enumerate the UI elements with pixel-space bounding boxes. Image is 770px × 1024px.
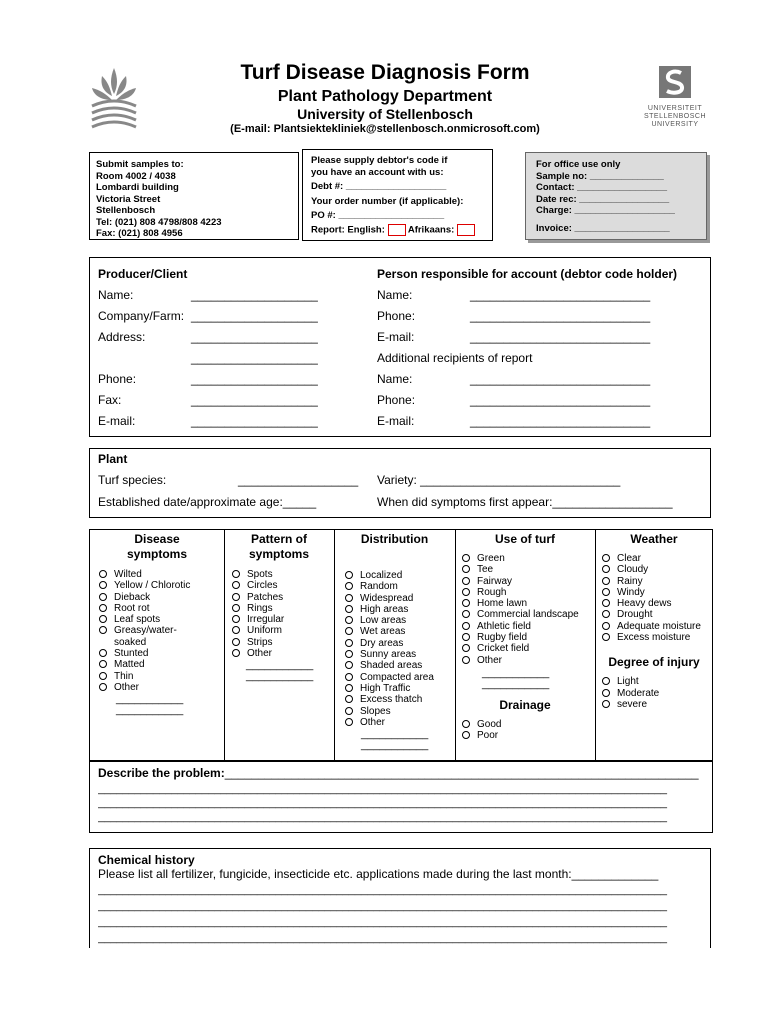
- use-other-field[interactable]: ___________: [482, 666, 550, 679]
- submit-address-box: Submit samples to: Room 4002 / 4038 Lombardi building Victoria Street Stellenbosch Tel: (021) 808 4798/808 4223 Fax: (021) 808 4956: [89, 152, 299, 240]
- describe-line[interactable]: _____________________________________________________________________________________________: [98, 798, 667, 809]
- describe-field[interactable]: _______________________________________________________________________: [224, 766, 699, 780]
- weather-option[interactable]: Adequate moisture: [599, 621, 713, 632]
- distribution-other-field[interactable]: ___________: [361, 728, 429, 741]
- use-of-turf-column: Use of turf Green Tee Fairway Rough Home lawn Commercial landscape Athletic field Rugby field Cricket field Other ___________ ___________ Drainage Good Poor: [455, 532, 595, 742]
- pattern-option[interactable]: Strips: [229, 637, 334, 648]
- recipient-name-field[interactable]: ___________________________: [470, 372, 651, 386]
- disease-other-field-2[interactable]: ___________: [116, 704, 184, 717]
- use-option[interactable]: Athletic field: [459, 621, 595, 632]
- plant-section: Plant Turf species: __________________ Variety: ______________________________ Established date/approximate age:_____ When did symptoms first appear:__________________: [89, 448, 711, 518]
- debt-field[interactable]: Debt #: ___________________: [311, 181, 447, 193]
- distribution-option[interactable]: Low areas: [342, 615, 455, 626]
- use-option[interactable]: Rough: [459, 587, 595, 598]
- disease-option[interactable]: Greasy/water-: [96, 625, 224, 636]
- weather-option[interactable]: Cloudy: [599, 564, 713, 575]
- contact-email: (E-mail: Plantsiektekliniek@stellenbosch.onmicrosoft.com): [230, 123, 540, 135]
- responsible-name-field[interactable]: ___________________________: [470, 288, 651, 302]
- report-language: Report: English: Afrikaans:: [311, 224, 484, 236]
- recipient-phone-field[interactable]: ___________________________: [470, 393, 651, 407]
- disease-option[interactable]: Root rot: [96, 603, 224, 614]
- disease-option-continuation: soaked: [114, 636, 147, 648]
- weather-option[interactable]: Rainy: [599, 576, 713, 587]
- pattern-option[interactable]: Other: [229, 648, 334, 659]
- form-title: Turf Disease Diagnosis Form: [240, 61, 530, 84]
- responsible-heading: Person responsible for account (debtor code holder): [377, 267, 678, 281]
- plant-heading: Plant: [98, 452, 128, 466]
- use-other-field-2[interactable]: ___________: [482, 677, 550, 690]
- distribution-option[interactable]: Dry areas: [342, 638, 455, 649]
- distribution-option[interactable]: Random: [342, 581, 455, 592]
- pattern-option[interactable]: Irregular: [229, 614, 334, 625]
- chemical-prompt: Please list all fertilizer, fungicide, insecticide etc. applications made during the last month:: [98, 867, 572, 881]
- chemical-field[interactable]: _____________: [571, 867, 659, 881]
- describe-section: [89, 761, 713, 833]
- pattern-other-field[interactable]: ___________: [246, 659, 314, 672]
- office-use-box: For office use only Sample no: ______________ Contact: _________________ Date rec: _________________ Charge: ___________________ Invoice: __________________: [525, 152, 707, 240]
- distribution-option[interactable]: Shaded areas: [342, 660, 455, 671]
- use-option[interactable]: Green: [459, 553, 595, 564]
- pattern-option[interactable]: Circles: [229, 580, 334, 591]
- producer-email-field[interactable]: ___________________: [191, 414, 318, 428]
- distribution-option[interactable]: Other: [342, 717, 455, 728]
- use-option[interactable]: Other: [459, 655, 595, 666]
- producer-fax-field[interactable]: ___________________: [191, 393, 318, 407]
- responsible-email-field[interactable]: ___________________________: [470, 330, 651, 344]
- recipient-email-field[interactable]: ___________________________: [470, 414, 651, 428]
- chemical-history-section: [89, 848, 711, 948]
- pattern-column: Pattern of symptoms Spots Circles Patches Rings Irregular Uniform Strips Other ___________ ___________: [224, 532, 334, 682]
- disease-option[interactable]: Leaf spots: [96, 614, 224, 625]
- afrikaans-checkbox[interactable]: [457, 224, 475, 236]
- symptoms-first-field[interactable]: When did symptoms first appear:__________________: [377, 495, 673, 509]
- weather-column: Weather Clear Cloudy Rainy Windy Heavy dews Drought Adequate moisture Excess moisture Degree of injury Light Moderate severe: [595, 532, 713, 710]
- english-checkbox[interactable]: [388, 224, 406, 236]
- weather-option[interactable]: Heavy dews: [599, 598, 713, 609]
- use-option[interactable]: Commercial landscape: [459, 609, 595, 620]
- distribution-option[interactable]: High Traffic: [342, 683, 455, 694]
- disease-option[interactable]: Thin: [96, 671, 224, 682]
- producer-heading: Producer/Client: [98, 267, 188, 281]
- disease-symptoms-column: Disease symptoms Wilted Yellow / Chlorotic Dieback Root rot Leaf spots Greasy/water- soaked Stunted Matted Thin Other ___________ ___________: [90, 532, 224, 716]
- weather-option[interactable]: Windy: [599, 587, 713, 598]
- disease-option[interactable]: Yellow / Chlorotic: [96, 580, 224, 591]
- use-option[interactable]: Cricket field: [459, 643, 595, 654]
- pattern-option[interactable]: Uniform: [229, 625, 334, 636]
- injury-heading: Degree of injury: [608, 655, 700, 670]
- chemical-line[interactable]: _____________________________________________________________________________________________: [98, 933, 667, 944]
- variety-field[interactable]: Variety: ______________________________: [377, 473, 621, 487]
- disease-option[interactable]: Stunted: [96, 648, 224, 659]
- describe-line[interactable]: _____________________________________________________________________________________________: [98, 812, 667, 823]
- distribution-option[interactable]: Excess thatch: [342, 694, 455, 705]
- use-option[interactable]: Home lawn: [459, 598, 595, 609]
- chemical-line[interactable]: _____________________________________________________________________________________________: [98, 917, 667, 928]
- describe-line[interactable]: _____________________________________________________________________________________________: [98, 784, 667, 795]
- distribution-other-field-2[interactable]: ___________: [361, 739, 429, 752]
- university-logo-text: UNIVERSITEIT STELLENBOSCH UNIVERSITY: [643, 105, 707, 128]
- disease-option[interactable]: Matted: [96, 659, 224, 670]
- drainage-heading: Drainage: [499, 697, 551, 712]
- pattern-other-field-2[interactable]: ___________: [246, 670, 314, 683]
- responsible-phone-field[interactable]: ___________________________: [470, 309, 651, 323]
- turf-species-field[interactable]: __________________: [238, 473, 359, 487]
- producer-address-field-2[interactable]: ___________________: [191, 351, 318, 365]
- disease-option[interactable]: Other: [96, 682, 224, 693]
- producer-phone-field[interactable]: ___________________: [191, 372, 318, 386]
- distribution-option[interactable]: Widespread: [342, 593, 455, 604]
- use-option[interactable]: Tee: [459, 564, 595, 575]
- pattern-option[interactable]: Patches: [229, 592, 334, 603]
- weather-option[interactable]: Clear: [599, 553, 713, 564]
- distribution-option[interactable]: Sunny areas: [342, 649, 455, 660]
- university-name: University of Stellenbosch: [297, 106, 473, 122]
- distribution-option[interactable]: High areas: [342, 604, 455, 615]
- weather-option[interactable]: Excess moisture: [599, 632, 713, 643]
- use-option[interactable]: Fairway: [459, 576, 595, 587]
- injury-option[interactable]: Moderate: [599, 688, 713, 699]
- producer-name-field[interactable]: ___________________: [191, 288, 318, 302]
- distribution-option[interactable]: Localized: [342, 570, 455, 581]
- injury-option[interactable]: severe: [599, 699, 713, 710]
- debtor-code-box: Please supply debtor's code if you have an account with us: Debt #: ___________________ Your order number (if applicable): PO #: ____________________ Report: English: Afrikaans:: [302, 149, 493, 241]
- established-date-field[interactable]: Established date/approximate age:_____: [98, 495, 317, 509]
- producer-address-field[interactable]: ___________________: [191, 330, 318, 344]
- weather-option[interactable]: Drought: [599, 609, 713, 620]
- chemical-line[interactable]: _____________________________________________________________________________________________: [98, 901, 667, 912]
- chemical-heading: Chemical history: [98, 853, 195, 867]
- distribution-option[interactable]: Compacted area: [342, 672, 455, 683]
- drainage-option[interactable]: Good: [459, 719, 595, 730]
- disease-option[interactable]: Dieback: [96, 592, 224, 603]
- describe-heading: Describe the problem:: [98, 766, 225, 780]
- use-option[interactable]: Rugby field: [459, 632, 595, 643]
- injury-option[interactable]: Light: [599, 676, 713, 687]
- disease-other-field[interactable]: ___________: [116, 693, 184, 706]
- drainage-option[interactable]: Poor: [459, 730, 595, 741]
- symptoms-grid: [89, 529, 713, 761]
- distribution-column: Distribution Localized Random Widespread High areas Low areas Wet areas Dry areas Sunny areas Shaded areas Compacted area High Traffic Excess thatch Slopes Other ___________ ___________: [334, 532, 455, 751]
- producer-section: Producer/Client Name: ___________________ Company/Farm: ___________________ Address: ___________________ ___________________ Phone: ___________________ Fax: ___________________ E-mail: ___________________ Person responsible for account (debtor code holder) Name: ___________________________ Phone: ___________________________ E-mail: ___________________________ Additional recipients of report Name: ___________________________ Phone: ___________________________ E-mail: ___________________________: [89, 257, 711, 437]
- additional-recipients-heading: Additional recipients of report: [377, 351, 533, 365]
- po-field[interactable]: PO #: ____________________: [311, 210, 445, 222]
- distribution-option[interactable]: Slopes: [342, 706, 455, 717]
- pattern-option[interactable]: Spots: [229, 569, 334, 580]
- chemical-line[interactable]: _____________________________________________________________________________________________: [98, 885, 667, 896]
- pattern-option[interactable]: Rings: [229, 603, 334, 614]
- department-name: Plant Pathology Department: [277, 88, 493, 105]
- distribution-option[interactable]: Wet areas: [342, 626, 455, 637]
- producer-company-field[interactable]: ___________________: [191, 309, 318, 323]
- disease-option[interactable]: Wilted: [96, 569, 224, 580]
